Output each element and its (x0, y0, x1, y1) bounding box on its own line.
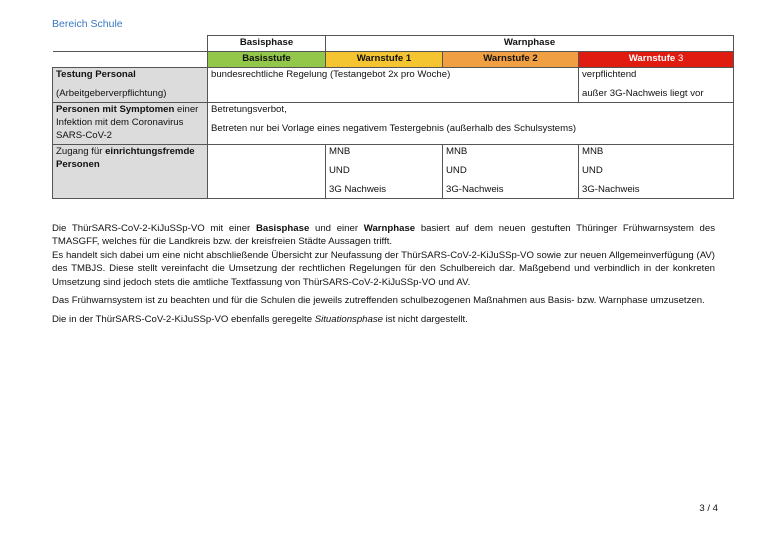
access-w1-line: 3G Nachweis (329, 183, 387, 195)
row-symptoms (53, 102, 734, 144)
symptoms-rule (208, 102, 734, 144)
text-run: Die in der ThürSARS-CoV-2-KiJuSSp-VO ebenfalls geregelte (52, 313, 315, 325)
text-run-bold: Basisphase (255, 223, 310, 234)
stage-warn-1: Warnstufe 1 (326, 51, 443, 67)
access-w1-line: UND (329, 164, 350, 176)
row-symptoms-label (53, 102, 208, 144)
testing-w3-line2: außer 3G-Nachweis liegt vor (582, 87, 704, 99)
phase-basis-header: Basisphase (208, 36, 326, 52)
symptoms-line2: Betreten nur bei Vorlage eines negativem Testergebnis (außerhalb des Schulsystems) (211, 122, 577, 134)
access-w1-line: MNB (329, 145, 351, 157)
paragraph-intro (52, 222, 715, 289)
stage-basis: Basisstufe (208, 51, 326, 67)
corner-cell (53, 36, 208, 52)
section-title: Bereich Schule (52, 18, 123, 30)
paragraph-earlywarning: Das Frühwarnsystem ist zu beachten und für die Schulen die jeweils zutreffenden schulbezogenen Maßnahmen aus Basis- bzw. Warnphase umzusetzen. (52, 295, 705, 307)
phase-warn-header: Warnphase (326, 36, 734, 52)
symptoms-line1: Betretungsverbot, (211, 103, 287, 115)
symptoms-label-bold: Personen mit Symptomen (56, 103, 175, 115)
stage-warn-3-prefix: Warnstufe (628, 52, 678, 64)
testing-w3 (579, 67, 734, 102)
access-w3 (579, 144, 734, 198)
testing-label-sub: (Arbeitgeberverpflichtung) (56, 87, 167, 99)
text-run: basiert auf dem neuen gestuften Thüringer Frühwarnsystem des TMASGFF, welches für die Landkreis bzw. der kreisfreien Städte Aussagen trifft. (52, 223, 716, 248)
row-access (53, 144, 734, 198)
access-w1 (326, 144, 443, 198)
measures-table (52, 35, 734, 199)
body-text (52, 222, 715, 331)
row-testing (53, 67, 734, 102)
access-label-prefix: Zugang für (56, 145, 106, 157)
access-w2-line: UND (446, 164, 467, 176)
text-run-bold: Warnphase (363, 223, 416, 234)
stage-warn-3-number: 3 (677, 52, 684, 64)
row-testing-label (53, 67, 208, 102)
access-w2-line: MNB (446, 145, 468, 157)
stage-warn-2: Warnstufe 2 (443, 51, 579, 67)
text-run: ist nicht dargestellt. (383, 313, 468, 325)
text-run: Die ThürSARS-CoV-2-KiJuSSp-VO mit einer (52, 223, 256, 234)
page-number: 3 / 4 (699, 503, 718, 514)
access-w3-line: UND (582, 164, 603, 176)
access-w3-line: 3G-Nachweis (582, 183, 640, 195)
access-label-bold: einrichtungsfremde Personen (56, 145, 195, 170)
access-w2-line: 3G-Nachweis (446, 183, 504, 195)
access-basis (208, 144, 326, 198)
testing-label-bold: Testung Personal (56, 68, 136, 80)
text-run: und einer (309, 223, 364, 234)
text-run-italic: Situationsphase (314, 313, 383, 325)
paragraph-situation (52, 313, 715, 326)
stage-header-row (53, 51, 734, 67)
symptoms-label-rest: einer Infektion mit dem Coronavirus SARS-CoV-2 (56, 103, 199, 141)
access-w2 (443, 144, 579, 198)
access-w3-line: MNB (582, 145, 604, 157)
testing-basis-to-w2: bundesrechtliche Regelung (Testangebot 2x pro Woche) (208, 67, 579, 102)
row-access-label (53, 144, 208, 198)
corner-cell (53, 51, 208, 67)
text-run: Es handelt sich dabei um eine nicht abschließende Übersicht zur Neufassung der ThürSARS-CoV-2-KiJuSSp-VO sowie zur neuen Allgemeinverfügung (AV) des TMBJS. Diese stellt vereinfacht die Umsetzung der rechtlichen Regelungen für den Schulbereich dar. Maßgebend und verbindlich in der konkreten Umsetzung sind jedoch stets die amtliche Textfassung von ThürSARS-CoV-2-KiJuSSp-VO und AV. (52, 249, 715, 288)
stage-warn-3 (579, 51, 734, 67)
testing-w3-line1: verpflichtend (582, 68, 637, 80)
phase-header-row (53, 36, 734, 52)
